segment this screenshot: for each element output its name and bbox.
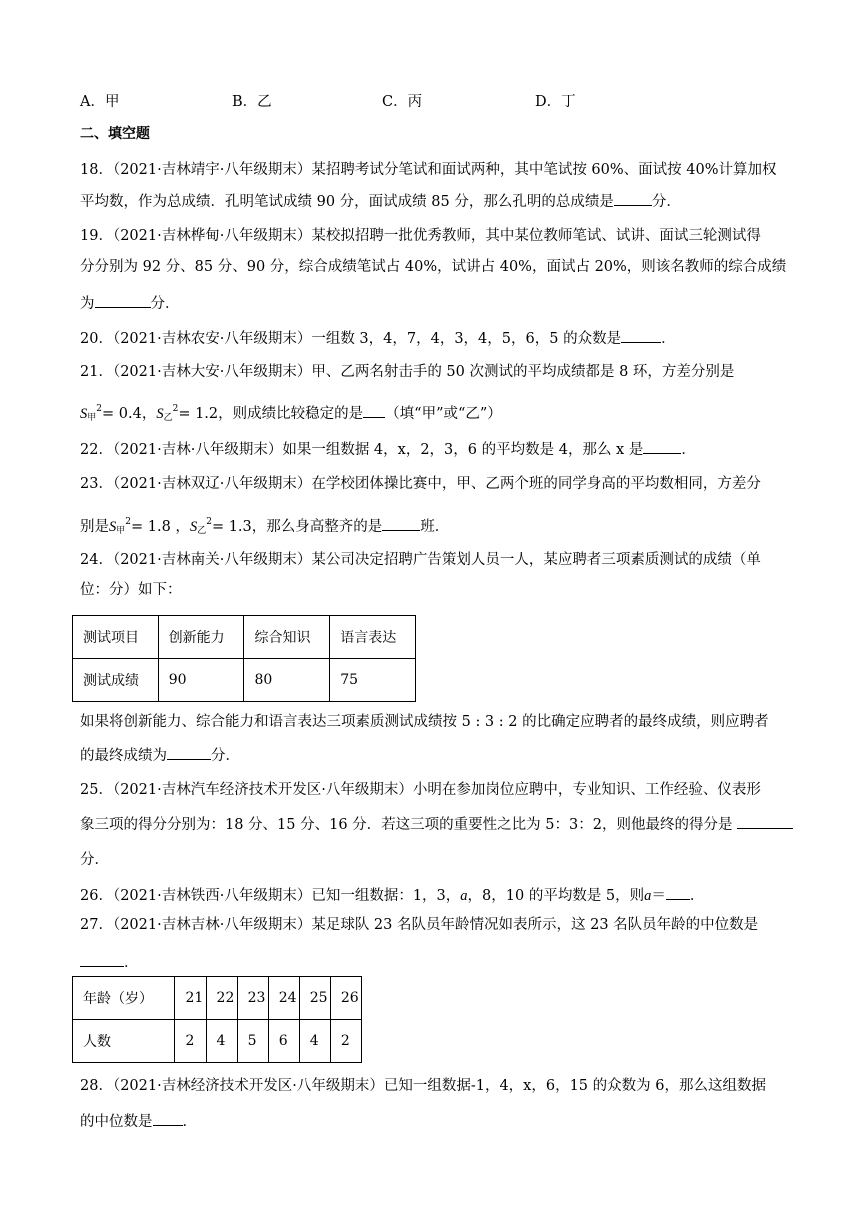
q24-line-3: 如果将创新能力、综合能力和语言表达三项素质测试成绩按 5 : 3 : 2 的比确定应聘者的最终成绩，则应聘者 [80,714,769,730]
q18-unit: 分． [651,194,681,210]
q18-text: 平均数，作为总成绩．孔明笔试成绩 90 分，面试成绩 85 分，那么孔明的总成绩是 [80,194,614,210]
table-cell: 年龄（岁） [73,977,175,1020]
answer-choices [80,90,780,110]
table-cell: 80 [244,659,330,702]
q21-var-s1: S [80,406,88,422]
table-cell: 创新能力 [158,616,244,659]
choice-c: C．丙 [382,94,423,110]
q26-var-a: a [460,888,468,904]
table-cell: 22 [206,977,237,1020]
q21-val-1: = 0.4， [102,406,157,422]
q24-line-4 [80,745,240,766]
choice-b: B．乙 [232,94,272,110]
table-cell: 75 [330,659,416,702]
q21-var-s2: S [156,406,164,422]
q27-answer-blank[interactable] [80,952,124,967]
q25-line-3: 分． [80,852,109,868]
q22-answer-blank[interactable] [643,439,681,454]
choice-a: A．甲 [80,94,120,110]
table-cell: 语言表达 [330,616,416,659]
table-cell: 4 [299,1020,330,1063]
table-cell: 5 [237,1020,268,1063]
q23-sub-2: 乙 [197,526,207,536]
q27-line-1: 27．（2021·吉林吉林·八年级期末）某足球队 23 名队员年龄情况如表所示，这 23 名队员年龄的中位数是 [80,917,759,933]
q23-var-s2: S [189,519,198,535]
table-cell: 90 [158,659,244,702]
q27-end: ． [124,955,139,971]
q18-line-2 [80,191,681,212]
q19-line-1: 19．（2021·吉林桦甸·八年级期末）某校拟招聘一批优秀教师，其中某位教师笔试、试讲、面试三轮测试得 [80,228,761,244]
table-cell: 2 [330,1020,361,1063]
q21-sup-2: 2 [172,404,179,414]
table-cell: 24 [268,977,299,1020]
q22-line [80,439,696,460]
q23-sup-1: 2 [125,517,131,527]
q27-line-2 [80,952,139,973]
q28-text: 的中位数是 [80,1114,153,1130]
q21-sup-1: 2 [96,404,102,414]
table-cell: 6 [268,1020,299,1063]
q19-unit: 分． [150,296,180,312]
table-cell: 测试成绩 [73,659,159,702]
q21-line-2 [80,399,502,428]
q26-end: ． [689,888,705,904]
q23-pre: 别是 [80,519,109,535]
choice-d: D．丁 [535,94,576,110]
q26-var-a-2: a [644,888,652,904]
table-cell: 23 [237,977,268,1020]
q21-sub-2: 乙 [163,413,173,423]
q25-line-1: 25．（2021·吉林汽车经济技术开发区·八年级期末）小明在参加岗位应聘中，专业知识、工作经验、仪表形 [80,782,761,798]
q26-eq: ＝ [651,888,666,904]
table-row [73,1020,362,1063]
table-cell: 25 [299,977,330,1020]
q23-unit: 班． [420,519,450,535]
q20-line [80,328,676,349]
q19-line-2: 分分别为 92 分、85 分、90 分，综合成绩笔试占 40%，试讲占 40%，面试占 20%，则该名教师的综合成绩 [80,259,787,275]
q24-score-table [72,615,416,702]
q23-answer-blank[interactable] [382,516,420,531]
q21-sub-1: 甲 [87,413,97,423]
q25-text: 象三项的得分分别为：18 分、15 分、16 分．若这三项的重要性之比为 5：3：2，则他最终的得分是 [80,817,733,833]
table-row [73,659,416,702]
q21-val-2: = 1.2，则成绩比较稳定的是 [178,406,364,422]
q19-line-3 [80,293,180,314]
q24-line-1: 24．（2021·吉林南关·八年级期末）某公司决定招聘广告策划人员一人，某应聘者三项素质测试的成绩（单 [80,552,761,568]
q22-end: ． [681,442,696,458]
q23-line-2 [80,512,449,541]
q24-answer-blank[interactable] [167,745,211,760]
table-cell: 综合知识 [244,616,330,659]
q21-line-1: 21．（2021·吉林大安·八年级期末）甲、乙两名射击手的 50 次测试的平均成绩都是 8 环，方差分别是 [80,364,735,380]
q27-age-table [72,976,362,1063]
q19-text: 为 [80,296,95,312]
q21-answer-blank[interactable] [363,403,385,418]
q23-sub-1: 甲 [116,526,126,536]
q24-line-2: 位：分）如下： [80,582,182,598]
q26-answer-blank[interactable] [666,885,690,900]
table-cell: 2 [175,1020,206,1063]
q20-text: 20．（2021·吉林农安·八年级期末）一组数 3，4，7，4，3，4，5，6，5 的众数是 [80,331,622,347]
q22-text: 22．（2021·吉林·八年级期末）如果一组数据 4，x，2，3，6 的平均数是 4，那么 x 是 [80,442,644,458]
q25-line-2 [80,814,793,835]
q21-hint: （填“甲”或“乙”） [385,406,502,422]
q23-sup-2: 2 [206,517,212,527]
q26-text-2: ，8，10 的平均数是 5，则 [467,888,645,904]
q23-val-2: = 1.3，那么身高整齐的是 [211,519,383,535]
table-cell: 人数 [73,1020,175,1063]
table-row [73,977,362,1020]
q24-unit: 分． [211,748,240,764]
q20-end: ． [661,331,676,347]
q28-line-1: 28．（2021·吉林经济技术开发区·八年级期末）已知一组数据-1，4，x，6，15 的众数为 6，那么这组数据 [80,1078,766,1094]
q26-line [80,885,704,906]
q20-answer-blank[interactable] [621,328,661,343]
table-cell: 测试项目 [73,616,159,659]
table-cell: 4 [206,1020,237,1063]
q18-line-1: 18．（2021·吉林靖宇·八年级期末）某招聘考试分笔试和面试两种，其中笔试按 60%、面试按 40%计算加权 [80,162,777,178]
q23-line-1: 23．（2021·吉林双辽·八年级期末）在学校团体操比赛中，甲、乙两个班的同学身高的平均数相同，方差分 [80,476,761,492]
q26-text: 26．（2021·吉林铁西·八年级期末）已知一组数据：1，3， [80,888,461,904]
table-row [73,616,416,659]
q23-val-1: = 1.8 ， [131,519,190,535]
q28-answer-blank[interactable] [153,1111,183,1126]
q18-answer-blank[interactable] [614,191,652,206]
q24-text: 的最终成绩为 [80,748,167,764]
table-cell: 21 [175,977,206,1020]
q23-var-s1: S [109,519,117,535]
q28-line-2 [80,1111,197,1132]
q28-end: ． [182,1114,197,1130]
q25-answer-blank[interactable] [737,814,793,829]
table-cell: 26 [330,977,361,1020]
section-title: 二、填空题 [80,126,150,142]
q19-answer-blank[interactable] [95,293,151,308]
